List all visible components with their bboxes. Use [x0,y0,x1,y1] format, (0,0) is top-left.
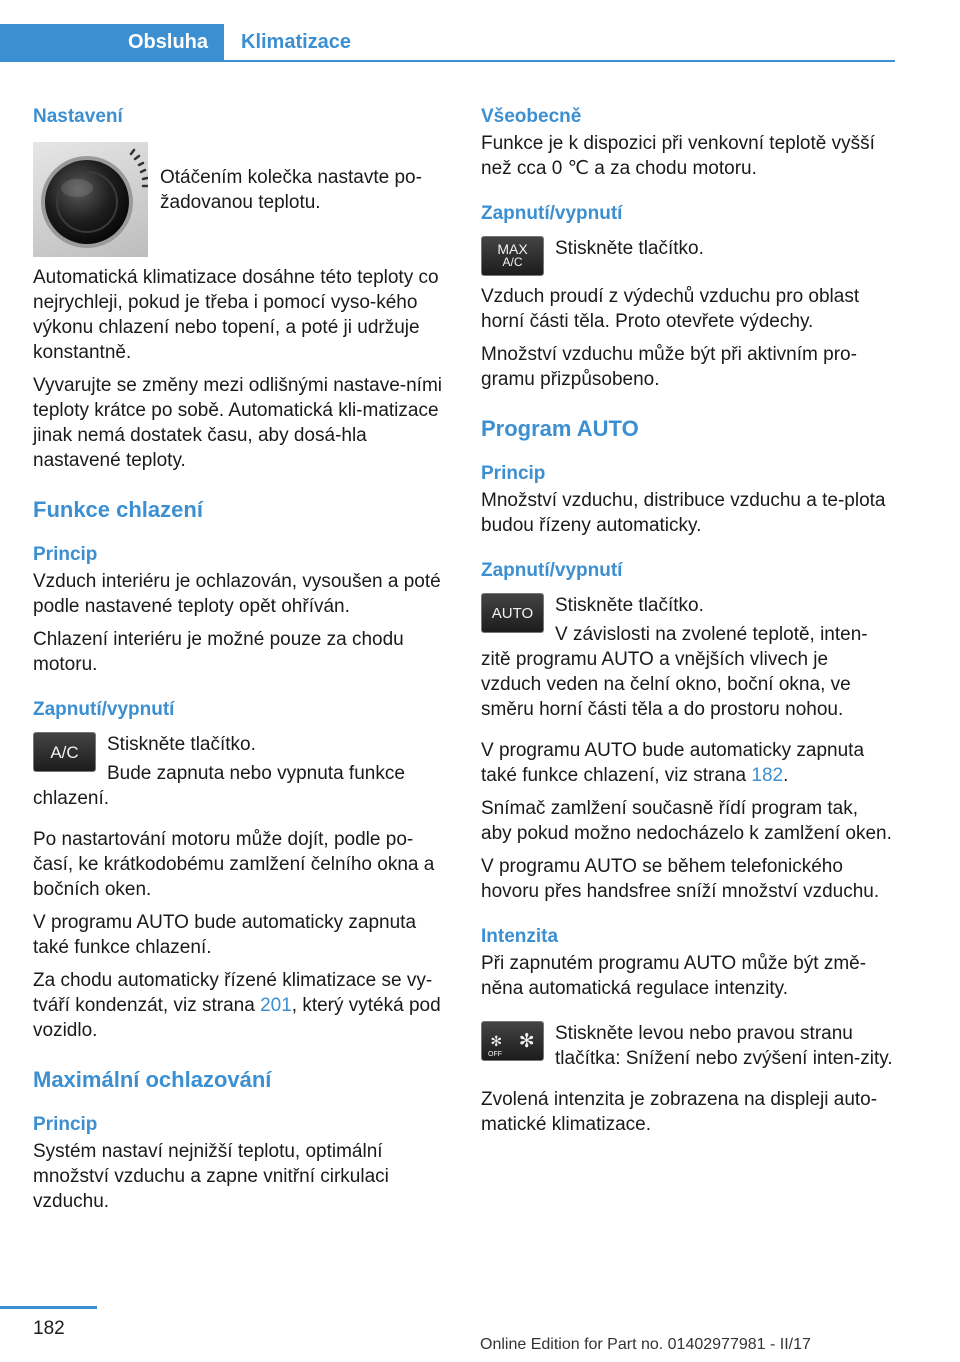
paragraph: V programu AUTO bude automaticky zapnuta také funkce chlazení. [33,912,417,958]
instruction-line: Bude zapnuta nebo vypnuta funkce chlazení. [33,763,405,809]
text: Za chodu automaticky řízené klimatizace se vy-tváří kondenzát, viz strana [33,970,433,1016]
paragraph [481,738,893,788]
fan-intensity-button-icon [481,1021,544,1061]
paragraph: Vzduch interiéru je ochlazován, vysoušen a poté podle nastavené teploty opět ohříván. [33,571,441,617]
instruction-line: Stiskněte tlačítko. [107,734,256,755]
max-ac-button-block [481,228,893,276]
heading-program-auto: Program AUTO [481,416,639,441]
right-column [481,104,893,1145]
auto-instruction-line2: V závislosti na zvolené teplotě, inten-zitě programu AUTO a vnějších vlivech je vzduch veden na čelní okno, boční okna, ve směru horní části těla a do prostoru nohou. [481,624,868,720]
paragraph: Vzduch proudí z výdechů vzduchu pro oblast horní části těla. Proto otevřete výdechy. [481,286,860,332]
paragraph: Snímač zamlžení současně řídí program tak, aby pokud možno nedocházelo k zamlžení oken. [481,798,892,844]
paragraph: Při zapnutém programu AUTO může být změ-něna automatická regulace intenzity. [481,953,867,999]
paragraph: Systém nastaví nejnižší teplotu, optimální množství vzduchu a zapne vnitřní cirkulaci vzduchu. [33,1141,389,1212]
paragraph: Zvolená intenzita je zobrazena na displeji auto-matické klimatizace. [481,1089,878,1135]
fan-large-icon: ✻ [518,1030,535,1052]
edition-footer: Online Edition for Part no. 01402977981 - II/17 [480,1336,811,1353]
temperature-knob-icon [33,142,148,257]
heading-funkce-chlazeni: Funkce chlazení [33,497,203,522]
auto-button-block [481,585,893,722]
page-number: 182 [33,1318,65,1339]
fan-off-label: OFF [488,1051,502,1058]
button-line: MAX [497,241,528,257]
subheading-princip: Princip [481,463,546,484]
subheading-zapnuti-vypnuti: Zapnutí/vypnutí [481,203,623,224]
ac-button-icon: A/C [33,732,96,772]
subheading-princip: Princip [33,1114,98,1135]
chapter-tabs [0,24,895,62]
page-link-201[interactable]: 201 [260,995,292,1016]
tab-obsluha[interactable]: Obsluha [0,24,224,60]
paragraph: Automatická klimatizace dosáhne této teploty co nejrychleji, pokud je třeba i pomocí vyso-kého výkonu chlazení nebo topení, a poté ji udržuje konstantně. [33,267,439,363]
subheading-zapnuti-vypnuti: Zapnutí/vypnutí [481,560,623,581]
header-divider [0,60,895,62]
page-link-182[interactable]: 182 [751,765,784,786]
subheading-intenzita: Intenzita [481,926,559,947]
auto-instruction-line1: Stiskněte tlačítko. [555,595,704,616]
subheading-vseobecne: Všeobecně [481,106,582,127]
max-ac-instruction: Stiskněte tlačítko. [555,238,704,259]
temperature-knob-block [33,131,448,257]
paragraph: Funkce je k dispozici při venkovní teplotě vyšší než cca 0 ℃ a za chodu motoru. [481,133,875,179]
paragraph: V programu AUTO se během telefonického hovoru přes handsfree sníží množství vzduchu. [481,856,880,902]
auto-button-icon: AUTO [481,593,544,633]
button-line: A/C [502,255,523,269]
fan-instruction: Stiskněte levou nebo pravou stranu tlačítka: Snížení nebo zvýšení inten-zity. [555,1023,893,1069]
text: , který vytéká pod vozidlo. [33,995,441,1041]
subheading-nastaveni: Nastavení [33,106,123,127]
ac-button-block [33,724,448,811]
paragraph: Po nastartování motoru může dojít, podle po-časí, ke krátkodobému zamlžení čelního okna a bočních oken. [33,829,435,900]
text: . [783,765,789,786]
tab-klimatizace[interactable]: Klimatizace [241,30,352,53]
nastaveni-text: Otáčením kolečka nastavte po-žadovanou teplotu. [160,167,422,213]
max-ac-button-icon [481,236,544,276]
footer-divider [0,1306,97,1309]
fan-button-block [481,1009,893,1071]
paragraph: Vyvarujte se změny mezi odlišnými nastave-ními teploty krátce po sobě. Automatická kli-matizace jinak nemá dostatek času, aby dosá-hla nastavené teploty. [33,375,442,471]
left-column [33,104,448,1222]
heading-maximalni-ochlazovani: Maximální ochlazování [33,1067,272,1092]
subheading-zapnuti-vypnuti: Zapnutí/vypnutí [33,699,175,720]
paragraph: Množství vzduchu, distribuce vzduchu a te-plota budou řízeny automaticky. [481,490,886,536]
paragraph: Množství vzduchu může být při aktivním pro-gramu přizpůsobeno. [481,344,857,390]
paragraph [33,968,448,1043]
text: V programu AUTO bude automaticky zapnuta také funkce chlazení, viz strana [481,740,865,786]
subheading-princip: Princip [33,544,98,565]
fan-small-icon: ✻ [490,1032,503,1049]
paragraph: Chlazení interiéru je možné pouze za chodu motoru. [33,629,404,675]
